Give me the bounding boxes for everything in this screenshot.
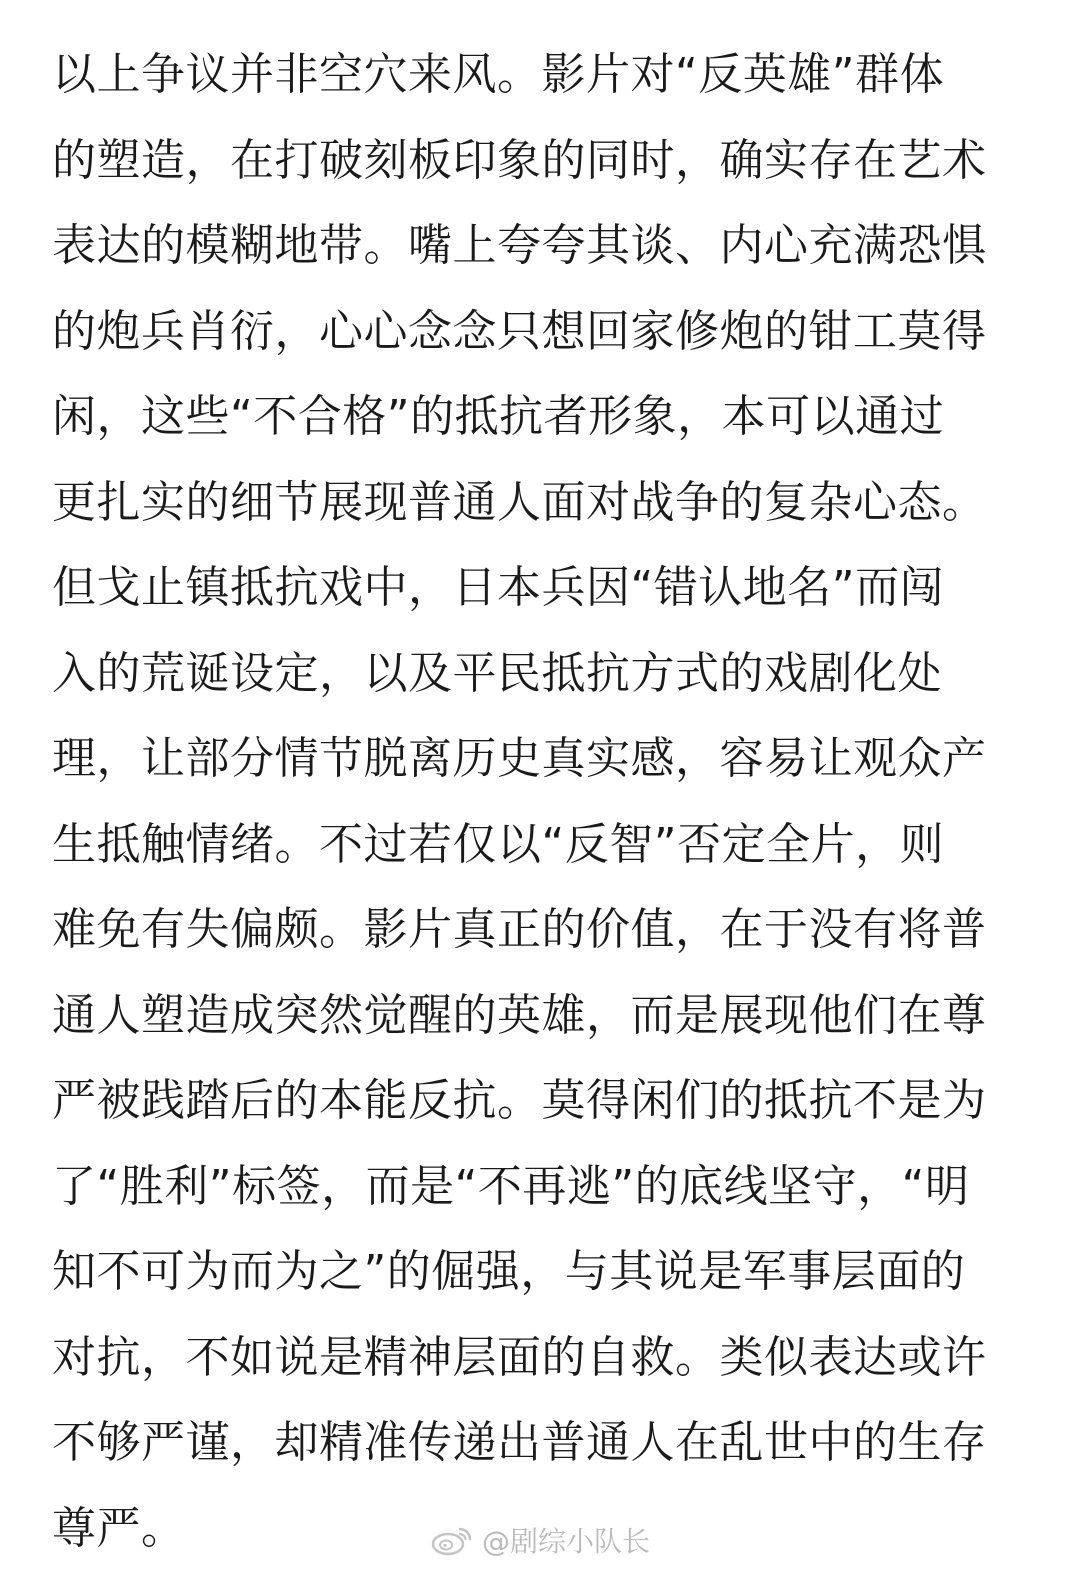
text-line: 难免有失偏颇。影片真正的价值，在于没有将普	[52, 887, 1032, 973]
text-line: 的塑造，在打破刻板印象的同时，确实存在艺术	[52, 118, 1032, 204]
text-line: 不够严谨，却精准传递出普通人在乱世中的生存	[52, 1400, 1032, 1486]
text-line: 的炮兵肖衍，心心念念只想回家修炮的钳工莫得	[52, 289, 1032, 375]
text-line: 尊严。	[52, 1486, 1032, 1571]
weibo-watermark	[430, 1522, 650, 1558]
watermark-handle: @剧综小队长	[482, 1520, 650, 1560]
text-line: 理，让部分情节脱离历史真实感，容易让观众产	[52, 716, 1032, 802]
text-line: 生抵触情绪。不过若仅以“反智”否定全片，则	[52, 802, 1032, 888]
text-line: 对抗，不如说是精神层面的自救。类似表达或许	[52, 1315, 1032, 1401]
text-line: 更扎实的细节展现普通人面对战争的复杂心态。	[52, 460, 1032, 546]
text-line: 严被践踏后的本能反抗。莫得闲们的抵抗不是为	[52, 1058, 1032, 1144]
text-line: 了“胜利”标签，而是“不再逃”的底线坚守，“明	[52, 1144, 1032, 1230]
text-line: 通人塑造成突然觉醒的英雄，而是展现他们在尊	[52, 973, 1032, 1059]
text-line: 知不可为而为之”的倔强，与其说是军事层面的	[52, 1229, 1032, 1315]
text-line: 表达的模糊地带。嘴上夸夸其谈、内心充满恐惧	[52, 203, 1032, 289]
text-line: 以上争议并非空穴来风。影片对“反英雄”群体	[52, 32, 1032, 118]
article-body	[52, 32, 1032, 1571]
text-line: 但戈止镇抵抗戏中，日本兵因“错认地名”而闯	[52, 545, 1032, 631]
text-line: 闲，这些“不合格”的抵抗者形象，本可以通过	[52, 374, 1032, 460]
text-line: 入的荒诞设定，以及平民抵抗方式的戏剧化处	[52, 631, 1032, 717]
weibo-logo-icon	[430, 1523, 474, 1557]
